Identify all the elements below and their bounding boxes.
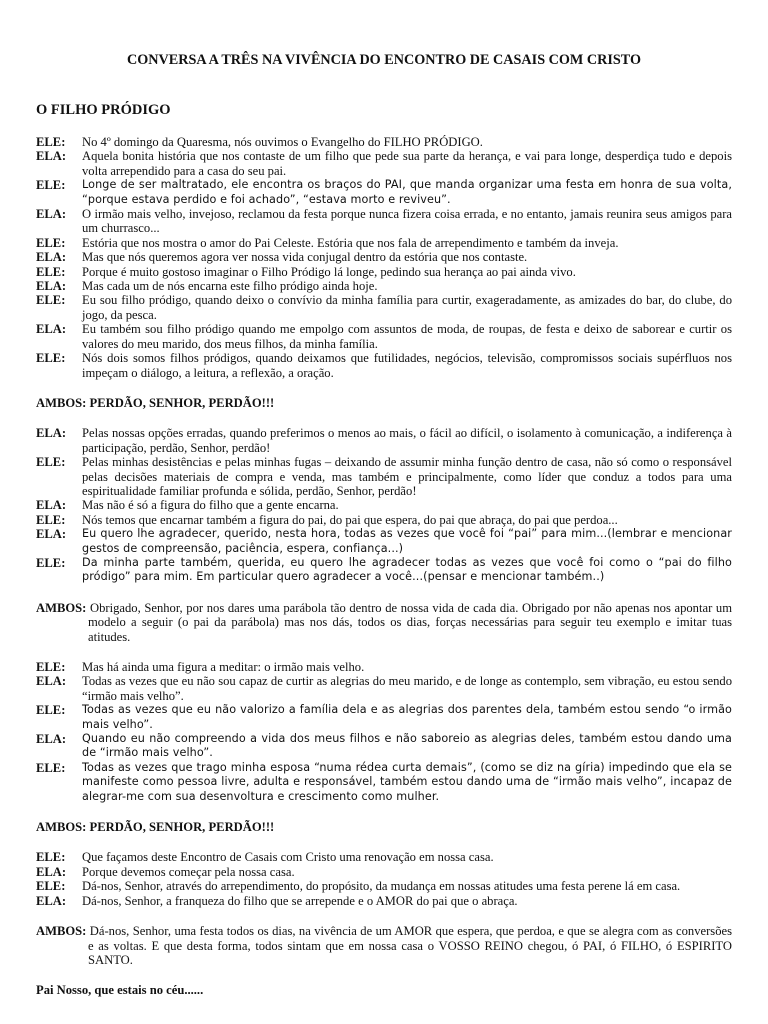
- dialogue-line: [36, 207, 732, 236]
- speaker-label: ELA:: [36, 279, 67, 294]
- dialogue-block-2: [36, 426, 732, 584]
- speaker-label: ELE:: [36, 351, 66, 366]
- ambos-label: AMBOS:: [36, 924, 87, 939]
- dialogue-line: [36, 674, 732, 703]
- dialogue-line: [36, 527, 732, 556]
- speaker-label: ELE:: [36, 660, 66, 674]
- dialogue-line: [36, 556, 732, 585]
- dialogue-line: [36, 426, 732, 455]
- dialogue-text: Todas as vezes que eu não valorizo a família dela e as alegrias dos parentes dela, também estou sendo “o irmão mais velho”.: [82, 703, 732, 731]
- dialogue-text: Eu quero lhe agradecer, querido, nesta hora, todas as vezes que você foi “pai” para mim...(lembrar e mencionar gestos de compreensão, paciência, espera, confiança...): [82, 527, 732, 555]
- dialogue-text: Pelas minhas desistências e pelas minhas fugas – deixando de assumir minha função dentro de casa, não só como o responsável pelas decisões materiais de compra e venda, mas também e principalmente, como líder que conduz a todos para uma espiritualidade familiar profunda e sólida, perdão, Senhor, perdão!: [82, 455, 732, 498]
- dialogue-text: Todas as vezes que eu não sou capaz de curtir as alegrias do meu marido, e de longe as contemplo, sem vibração, eu estou sendo “irmão mais velho”.: [82, 674, 732, 703]
- dialogue-line: [36, 178, 732, 207]
- speaker-label: ELA:: [36, 732, 67, 747]
- dialogue-line: [36, 732, 732, 761]
- dialogue-line: [36, 265, 732, 279]
- dialogue-line: [36, 850, 732, 864]
- dialogue-text: O irmão mais velho, invejoso, reclamou da festa porque nunca fizera coisa errada, e no entanto, jamais reunira seus amigos para um churrasco...: [82, 207, 732, 236]
- dialogue-block-3: [36, 660, 732, 804]
- dialogue-line: [36, 250, 732, 264]
- speaker-label: ELE:: [36, 512, 66, 527]
- speaker-label: ELA:: [36, 426, 67, 441]
- dialogue-text: Porque é muito gostoso imaginar o Filho Pródigo lá longe, pedindo sua herança ao pai ainda vivo.: [82, 264, 576, 279]
- speaker-label: ELA:: [36, 250, 67, 265]
- dialogue-text: Pelas nossas opções erradas, quando preferimos o menos ao mais, o fácil ao difícil, o isolamento à comunicação, a indiferença à participação, perdão, Senhor, perdão!: [82, 426, 732, 455]
- dialogue-text: Estória que nos mostra o amor do Pai Celeste. Estória que nos fala de arrependimento e também da inveja.: [82, 235, 619, 250]
- speaker-label: ELE:: [36, 178, 66, 193]
- dialogue-text: Aquela bonita história que nos contaste de um filho que pede sua parte da herança, e vai para longe, desperdiça tudo e depois volta arrependido para a casa do seu pai.: [82, 149, 732, 178]
- speaker-label: ELA:: [36, 893, 67, 908]
- ambos-prayer-1: [36, 601, 732, 644]
- speaker-label: ELE:: [36, 555, 66, 570]
- dialogue-line: [36, 135, 732, 149]
- dialogue-text: Longe de ser maltratado, ele encontra os braços do PAI, que manda organizar uma festa em honra de sua volta, “porque estava perdido e foi achado”, “estava morto e reviveu”.: [82, 178, 732, 206]
- speaker-label: ELE:: [36, 455, 66, 470]
- dialogue-text: Todas as vezes que trago minha esposa “numa rédea curta demais”, (como se diz na gíria) impedindo que ela se manifeste como pessoa livre, adulta e responsável, também estou dando uma de “irmão mais velho”, incapaz de alegrar-me com sua desenvoltura e crescimento como mulher.: [82, 760, 732, 803]
- ambos-label: AMBOS:: [36, 600, 87, 615]
- document-title: CONVERSA A TRÊS NA VIVÊNCIA DO ENCONTRO DE CASAIS COM CRISTO: [126, 52, 641, 68]
- dialogue-line: [36, 149, 732, 178]
- dialogue-text: Eu também sou filho pródigo quando me empolgo com assuntos de moda, de roupas, de festa e deixo de saborear e curtir os valores do meu marido, dos meus filhos, da minha família.: [82, 322, 732, 351]
- ambos-prayer-2: [36, 924, 732, 967]
- ambos-text: Obrigado, Senhor, por nos dares uma parábola tão dentro de nossa vida de cada dia. Obrigado por não apenas nos apontar um modelo a seguir (o pai da parábola) mas nos dás, todos os dias, forças necessárias para seguir teu exemplo e imitar tuas atitudes.: [86, 600, 732, 644]
- speaker-label: ELE:: [36, 135, 66, 149]
- dialogue-text: Nós dois somos filhos pródigos, quando deixamos que futilidades, negócios, televisão, compromissos sociais supérfluos nos impeçam o diálogo, a leitura, a reflexão, a oração.: [82, 351, 732, 380]
- speaker-label: ELE:: [36, 264, 66, 279]
- dialogue-text: Porque devemos começar pela nossa casa.: [82, 864, 295, 879]
- dialogue-line: [36, 455, 732, 498]
- speaker-label: ELA:: [36, 149, 67, 164]
- closing-prayer: Pai Nosso, que estais no céu......: [36, 983, 204, 998]
- speaker-label: ELE:: [36, 879, 66, 894]
- spacer: [36, 380, 732, 396]
- speaker-label: ELE:: [36, 703, 66, 718]
- speaker-label: ELA:: [36, 674, 67, 689]
- speaker-label: ELA:: [36, 498, 67, 513]
- dialogue-text: Dá-nos, Senhor, a franqueza do filho que se arrepende e o AMOR do pai que o abraça.: [82, 893, 518, 908]
- dialogue-line: [36, 279, 732, 293]
- dialogue-block-1: [36, 135, 732, 380]
- speaker-label: ELE:: [36, 760, 66, 775]
- dialogue-block-4: [36, 850, 732, 908]
- spacer: [36, 644, 732, 660]
- dialogue-line: [36, 236, 732, 250]
- dialogue-line: [36, 351, 732, 380]
- section-title: O FILHO PRÓDIGO: [36, 102, 171, 118]
- spacer: [36, 908, 732, 924]
- dialogue-text: Quando eu não compreendo a vida dos meus filhos e não saboreio as alegrias deles, também estou dando uma de “irmão mais velho”.: [82, 732, 732, 760]
- dialogue-line: [36, 703, 732, 732]
- speaker-label: ELA:: [36, 864, 67, 879]
- ambos-perdao-heading: AMBOS: PERDÃO, SENHOR, PERDÃO!!!: [36, 395, 275, 410]
- spacer: [36, 804, 732, 820]
- dialogue-text: Eu sou filho pródigo, quando deixo o convívio da minha família para curtir, exageradamente, as amizades do bar, do clube, do jogo, da pesca.: [82, 293, 732, 322]
- ambos-text: Dá-nos, Senhor, uma festa todos os dias, na vivência de um AMOR que espera, que perdoa, e que se alegra com as conversões e as voltas. E que desta forma, todos sintam que em nossa casa o VOSSO REINO chegou, ó PAI, ó FILHO, ó ESPIRITO SANTO.: [86, 924, 732, 967]
- speaker-label: ELE:: [36, 235, 66, 250]
- dialogue-text: Mas cada um de nós encarna este filho pródigo ainda hoje.: [82, 279, 378, 294]
- ambos-perdao-heading: AMBOS: PERDÃO, SENHOR, PERDÃO!!!: [36, 820, 275, 835]
- dialogue-line: [36, 761, 732, 804]
- spacer: [36, 585, 732, 601]
- dialogue-text: Da minha parte também, querida, eu quero lhe agradecer todas as vezes que você foi como o “pai do filho pródigo” para mim. Em particular quero agradecer a você...(pensar e mencionar também..): [82, 555, 732, 584]
- speaker-label: ELA:: [36, 322, 67, 337]
- dialogue-text: No 4º domingo da Quaresma, nós ouvimos o Evangelho do FILHO PRÓDIGO.: [82, 135, 483, 149]
- dialogue-text: Mas não é só a figura do filho que a gente encarna.: [82, 498, 339, 513]
- dialogue-text: Nós temos que encarnar também a figura do pai, do pai que espera, do pai que abraça, do pai que perdoa...: [82, 512, 618, 527]
- dialogue-line: [36, 660, 732, 674]
- speaker-label: ELA:: [36, 207, 67, 222]
- dialogue-line: [36, 894, 732, 908]
- dialogue-line: [36, 879, 732, 893]
- dialogue-line: [36, 513, 732, 527]
- dialogue-line: [36, 293, 732, 322]
- dialogue-line: [36, 865, 732, 879]
- dialogue-text: Mas há ainda uma figura a meditar: o irmão mais velho.: [82, 660, 365, 674]
- dialogue-text: Mas que nós queremos agora ver nossa vida conjugal dentro da estória que nos contaste.: [82, 250, 528, 265]
- dialogue-text: Dá-nos, Senhor, através do arrependimento, do propósito, da mudança em nossas atitudes uma festa perene lá em casa.: [82, 879, 681, 894]
- speaker-label: ELE:: [36, 293, 66, 308]
- dialogue-text: Que façamos deste Encontro de Casais com Cristo uma renovação em nossa casa.: [82, 850, 494, 865]
- dialogue-line: [36, 498, 732, 512]
- dialogue-line: [36, 322, 732, 351]
- speaker-label: ELE:: [36, 850, 66, 865]
- speaker-label: ELA:: [36, 527, 67, 542]
